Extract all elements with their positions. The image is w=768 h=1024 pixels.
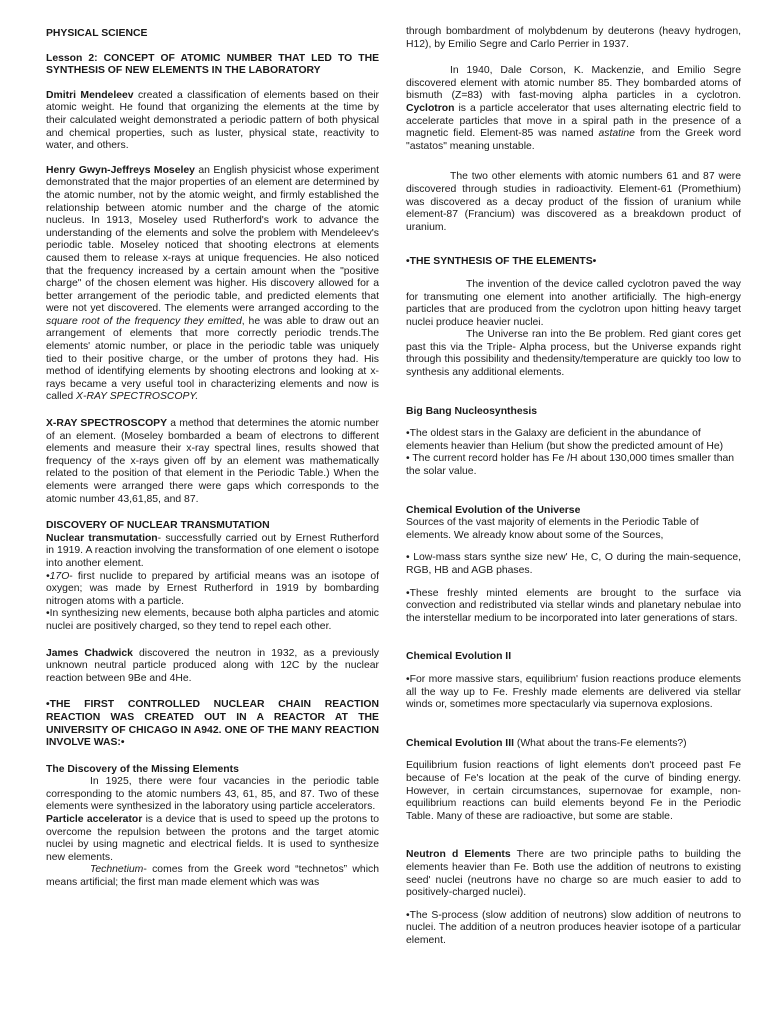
mendeleev-paragraph xyxy=(46,90,379,153)
moseley-italic-2: X-RAY SPECTROSCOPY. xyxy=(76,391,199,403)
bigbang-bullet-2: • The current record holder has Fe /H about 130,000 times smaller than the solar value. xyxy=(406,453,735,478)
chem-evo2-heading: Chemical Evolution II xyxy=(406,651,512,663)
chem-evo-heading: Chemical Evolution of the Universe xyxy=(406,504,581,516)
accelerator-term: Particle accelerator xyxy=(46,814,143,826)
chem-evo-bullet-1: • Low-mass stars synthe size new' He, C, O during the main-sequence, RGB, HB and AGB phases. xyxy=(406,552,741,576)
missing-elements-text: In 1925, there were four vacancies in the periodic table corresponding to the atomic numbers 43, 61, 85, and 87. Two of these elements were synthesized in the laboratory using particle accelerators. xyxy=(46,776,379,813)
chadwick-paragraph xyxy=(46,648,379,686)
moseley-paragraph xyxy=(46,165,379,404)
xray-text: a method that determines the atomic number of an element. (Moseley bombarded a beam of electrons to different elements and measure their x-ray spectral lines, results showed that frequency of the x-rays given off by an element was mathematically related to the position of that element in the Periodic Table.) When the elements were arranged there were gaps which corresponds to the atomic number 43,61,85, and 87. xyxy=(46,418,379,505)
accelerator-paragraph xyxy=(46,814,379,864)
missing-elements-heading: The Discovery of the Missing Elements xyxy=(46,763,239,775)
mendeleev-text: created a classification of elements based on their atomic weight. He found that organizing the elements at the time by their calculated weight demonstrated a periodic pattern of both physical and chemical properties, such as luster, physical state, reactivity to water, and others. xyxy=(46,89,380,152)
technetium-text: - comes from the Greek word “technetos” which means artificial; the first man made element which was was xyxy=(46,864,379,889)
moseley-italic: square root of the frequency they emitted xyxy=(46,315,242,327)
technetium-continued: through bombardment of molybdenum by deuterons (heavy hydrogen, H12), by Emilio Segre and Carlo Perrier in 1937. xyxy=(406,26,741,50)
bullet-repel: •In synthesizing new elements, because both alpha particles and atomic nuclei are positively charged, so they tend to repel each other. xyxy=(46,608,379,632)
sprocess-paragraph: •The S-process (slow addition of neutrons) slow addition of neutrons to nuclei. The addition of a neutron produces heavier isotope of a particular element. xyxy=(406,909,741,946)
chadwick-name: James Chadwick xyxy=(46,647,133,659)
chem-evo2-text: •For more massive stars, equilibrium' fusion reactions produce elements all the way up to Fe. Freshly made elements are delivered via stellar winds or, sometimes more spectacularly via supernova explosions. xyxy=(406,673,741,711)
transmutation-term: Nuclear transmutation xyxy=(46,532,158,544)
left-column xyxy=(46,28,379,890)
chem-evo-bullet-2: •These freshly minted elements are brought to the surface via convection and redistributed via stellar winds and planetary nebulae into the interstellar medium to be incorporated into later generations of stars. xyxy=(406,587,741,624)
chem-evo3-subtitle: (What about the trans-Fe elements?) xyxy=(513,737,687,749)
radioactivity-paragraph: The two other elements with atomic numbers 61 and 87 were discovered through studies in radioactivity. Element-61 (Promethium) was discovered as a decay product of the fission of uranium while element-87 (Francium) was discovered as a breakdown product of uranium. xyxy=(406,171,741,233)
cyclotron-term: Cyclotron xyxy=(406,102,455,114)
transmutation-text: - successfully carried out by Ernest Rutherford in 1919. A reaction involving the transformation of one element o isotope into another element. xyxy=(46,532,379,569)
doc-title: PHYSICAL SCIENCE xyxy=(46,28,148,39)
transmutation-heading: DISCOVERY OF NUCLEAR TRANSMUTATION xyxy=(46,520,270,532)
lesson-title: Lesson 2: CONCEPT OF ATOMIC NUMBER THAT LED TO THE SYNTHESIS OF NEW ELEMENTS IN THE LABORATORY xyxy=(46,52,379,77)
bullet-17o xyxy=(46,571,379,609)
astatine-paragraph xyxy=(406,65,741,153)
transmutation-paragraph xyxy=(46,533,379,571)
technetium-term: Technetium xyxy=(90,864,144,876)
bullet-17o-term: •17O xyxy=(46,570,70,582)
xray-paragraph xyxy=(46,418,379,506)
moseley-text-2: , he was able to draw out an arrangement of elements that more correctly periodic trends.The elements' atomic number, or place in the periodic table was uniquely tied to their positive charge, or the umber of protons they had. His method of identifying elements by shooting electrons and looking at x-rays became a very useful tool in characterizing elements and now is called xyxy=(46,315,379,403)
technetium-paragraph xyxy=(46,864,379,889)
chadwick-text: discovered the neutron in 1932, as a previously unknown neutral particle produced along with 12C by the nuclear reaction between 9Be and 4He. xyxy=(46,647,379,684)
chem-evo3-text: Equilibrium fusion reactions of light elements don't proceed past Fe because of Fe's location at the peak of the curve of binding energy. However, in certain circumstances, supernovae for example, non-equilibrium reactions can build elements beyond Fe in the Periodic Table. Many of these are radioactive, but some are stable. xyxy=(406,760,741,822)
astatine-text-2: is a particle accelerator that uses alternating electric field to accelerate particles that move in a spiral path in the presence of a magnetic field. Element-85 was named xyxy=(406,102,741,140)
mendeleev-name: Dmitri Mendeleev xyxy=(46,89,134,101)
moseley-name: Henry Gwyn-Jeffreys Moseley xyxy=(46,164,195,176)
neutron-term: Neutron d Elements xyxy=(406,849,511,861)
accelerator-text: is a device that is used to speed up the protons to overcome the repulsion between the protons and the target atomic nuclei by using magnetic and electrical fields. It is used to synthesize new elements. xyxy=(46,814,379,863)
astatine-text-1: In 1940, Dale Corson, K. Mackenzie, and Emilio Segre discovered element with atomic number 85. They bombarded atoms of bismuth (Z=83) with fast-moving alpha particles in a cyclotron. xyxy=(406,65,741,102)
synthesis-text-1: The invention of the device called cyclotron paved the way for transmuting one element into another artificially. The high-energy particles that are produced from the cyclotron upon hitting heavy target nuclei produce heavier nuclei. xyxy=(406,278,741,328)
xray-term: X-RAY SPECTROSCOPY xyxy=(46,418,168,430)
astatine-text-3: from the Greek word "astatos" meaning unstable. xyxy=(406,128,741,152)
bigbang-heading: Big Bang Nucleosynthesis xyxy=(406,405,538,417)
synthesis-heading: •THE SYNTHESIS OF THE ELEMENTS• xyxy=(406,256,597,268)
neutron-text: There are two principle paths to building the elements heavier than Fe. Both use the addition of neutrons to existing seed' nuclei (neutrons have no charge so are much easier to add to positively-charged nuclei). xyxy=(406,849,741,899)
moseley-text-1: an English physicist whose experiment demonstrated that the major properties of an element are determined by the atomic number, not by the atomic weight, and firmly established the relationship between atomic number and the charge of the atomic nucleus. In 1913, Moseley used Rutherford's work to advance the understanding of the elements and solve the problem with Mendeleev's periodic table. Moseley noticed that shooting electrons at elements caused them to release x-rays at unique frequencies. He also noticed that the frequency increased by a certain amount when the "positive charge" of the chosen element was higher. His discovery allowed for a better arrangement of the periodic table, and predicted elements that were not yet discovered. The elements were arranged according to the xyxy=(46,164,379,315)
chem-evo3-heading-line xyxy=(406,738,741,751)
neutron-paragraph xyxy=(406,849,741,899)
synthesis-text-2: The Universe ran into the Be problem. Red giant cores get past this via the Triple- Alpha process, but the Universe expands right through this possibility and thedensity/temperature are quickly too low to synthesis any additional elements. xyxy=(406,329,741,379)
chain-reaction-heading: •THE FIRST CONTROLLED NUCLEAR CHAIN REACTION REACTION WAS CREATED OUT IN A REACTOR AT THE UNIVERSITY OF CHICAGO IN A942. ONE OF THE MANY REACTION INVOLVE WAS:• xyxy=(46,699,379,749)
astatine-term: astatine xyxy=(598,128,635,140)
bigbang-bullet-1: •The oldest stars in the Galaxy are deficient in the abundance of elements heavier than Helium (but show the predicted amount of He) xyxy=(406,428,724,452)
chem-evo3-heading: Chemical Evolution III xyxy=(406,737,514,749)
chem-evo-text: Sources of the vast majority of elements in the Periodic Table of elements. We already know about some of the Sources, xyxy=(406,517,699,541)
bullet-17o-text: - first nuclide to prepared by artificial means was an isotope of oxygen; was made by Ernest Rutherford in 1919 by bombarding nitrogen atoms with a particle. xyxy=(46,570,379,607)
right-column xyxy=(406,26,741,947)
